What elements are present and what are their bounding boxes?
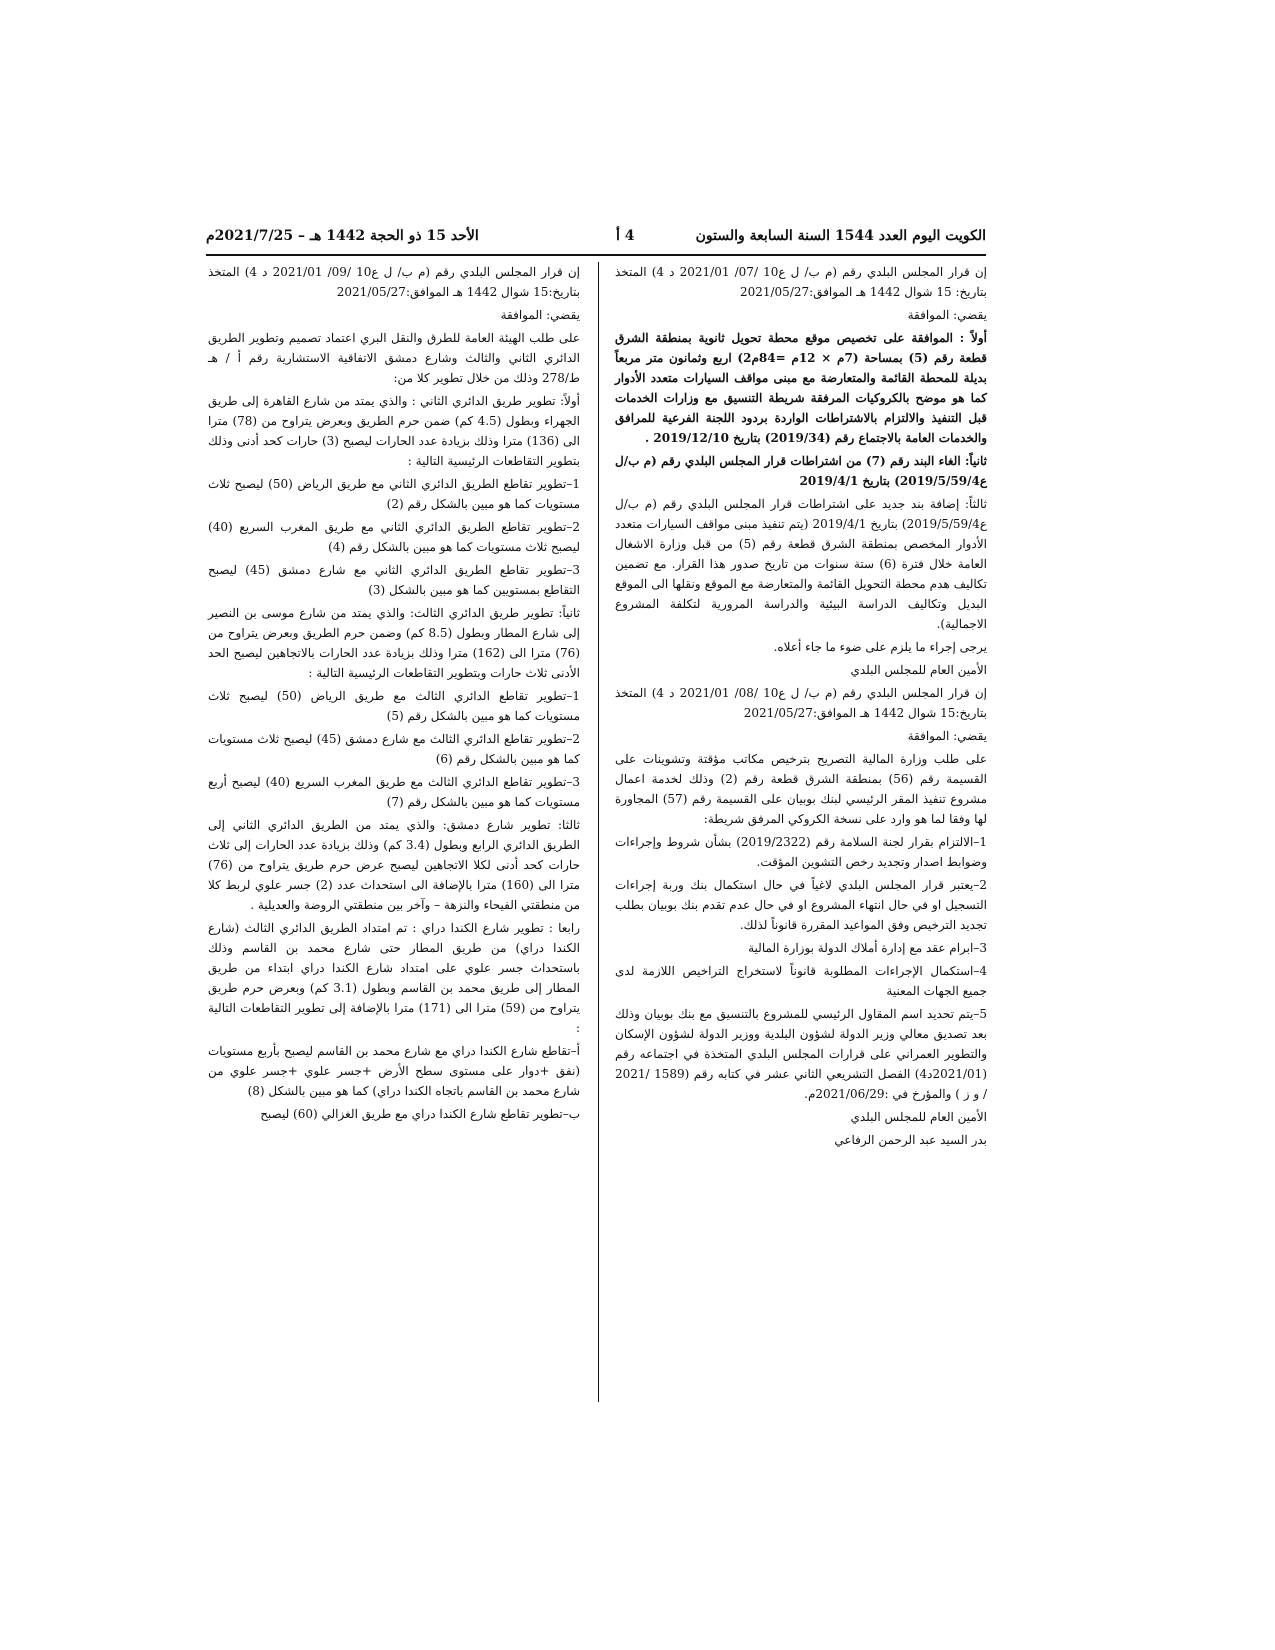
paragraph: يرجى إجراء ما يلزم على ضوء ما جاء أعلاه. [773,640,987,654]
paragraph: 3–ابرام عقد مع إدارة أملاك الدولة بوزارة المالية [748,941,987,955]
paragraph: 1–تطوير تقاطع الطريق الدائري الثاني مع طريق الرياض (50) ليصبح ثلاث مستويات كما هو مبين بالشكل رقم (2) [208,477,580,511]
header-page-number: 4 أ [616,228,635,244]
paragraph: يقضي: الموافقة [500,308,580,322]
paragraph: بدر السيد عبد الرحمن الرفاعي [834,1133,987,1147]
paragraph: الأمين العام للمجلس البلدي [850,1110,987,1124]
paragraph: ثالثاً: إضافة بند جديد على اشتراطات قرار المجلس البلدي رقم (م ب/ل ع2019/5/59/4) بتاريخ 2019/4/1 (يتم تنفيذ مبنى مواقف السيارات متعدد الأدوار المخصص بمنطقة الشرق قطعة رقم (5) من قبل وزارة الاشغال العامة خلال فترة (6) ستة سنوات من تاريخ صدور هذا القرار. مع تضمين تكاليف هدم محطة التحويل القائمة والمتعارضة مع الموقع ونقلها الى الموقع البديل وتكاليف الدراسة البيئية والدراسة المرورية لتكلفة المشروع الاجمالية). [615,497,988,631]
paragraph: إن قرار المجلس البلدي رقم (م ب/ ل ع10 /08/ 2021/01 د 4) المتخذ بتاريخ:15 شوال 1442 هـ الموافق:2021/05/27 [615,686,988,720]
paragraph: على طلب وزارة المالية التصريح بترخيص مكاتب مؤقتة وتشوينات على القسيمة رقم (56) بمنطقة الشرق قطعة رقم (2) وذلك لخدمة اعمال مشروع تنفيذ المقر الرئيسي لبنك بوبيان على القسيمة رقم (57) المجاورة لها وفقا لما هو وارد على نسخة الكروكي المرفق شريطة: [615,752,988,826]
paragraph: ثالثا: تطوير شارع دمشق: والذي يمتد من الطريق الدائري الثاني إلى الطريق الدائري الرابع وبطول (3.4 كم) وذلك بزيادة عدد الحارات إلى ثلاث حارات كحد أدنى لكلا الاتجاهين ليصبح عرض حرم طريق يتراوح من (76) مترا الى (160) مترا بالإضافة الى استحداث عدد (2) جسر علوي لربط كلا من منطقتي الفيحاء والنزهة – وآخر بين منطقتي الروضة والعديلية . [208,818,580,912]
paragraph: رابعا : تطوير شارع الكندا دراي : تم امتداد الطريق الدائري الثالث (شارع الكندا دراي) من طريق المطار حتى شارع محمد بن القاسم وذلك باستحداث جسر علوي على امتداد شارع الكندا دراي ابتداء من طريق المطار إلى طريق محمد بن القاسم وبطول (3.1 كم) وبعرض حرم طريق يتراوح من (59) مترا الى (171) مترا بالإضافة إلى تطوير التقاطعات التالية : [208,921,580,1035]
right-column [615,262,987,1153]
paragraph: إن قرار المجلس البلدي رقم (م ب/ ل ع10 /09/ 2021/01 د 4) المتخذ بتاريخ:15 شوال 1442 هـ الموافق:2021/05/27 [208,265,581,299]
paragraph: على طلب الهيئة العامة للطرق والنقل البري اعتماد تصميم وتطوير الطريق الدائري الثاني والثالث وشارع دمشق الاتفاقية الاستشارية رقم أ / هـ ط/278 وذلك من خلال تطوير كلا من: [208,331,580,385]
paragraph: 2–تطوير تقاطع الطريق الدائري الثاني مع طريق المغرب السريع (40) ليصبح ثلاث مستويات كما هو مبين بالشكل رقم (4) [208,520,580,554]
paragraph: 3–تطوير تقاطع الطريق الدائري الثاني مع شارع دمشق (45) ليصبح التقاطع بمستويين كما هو مبين بالشكل (3) [208,563,580,597]
paragraph: 3–تطوير تقاطع الدائري الثالث مع طريق المغرب السريع (40) ليصبح أربع مستويات كما هو مبين بالشكل رقم (7) [208,775,580,809]
column-divider [598,262,599,1402]
paragraph: 2–يعتبر قرار المجلس البلدي لاغياً في حال استكمال بنك وربة إجراءات التسجيل او في حال انتهاء المشروع او في حال عدم تقدم بنك بوبيان بطلب تجديد الترخيص وفق المواعيد المقررة قانوناً لذلك. [615,878,987,932]
left-column [208,262,580,1127]
paragraph: أولاً: تطوير طريق الدائري الثاني : والذي يمتد من شارع القاهرة إلى طريق الجهراء وبطول (4.5 كم) ضمن حرم الطريق وبعرض يتراوح من (78) مترا الى (136) مترا وذلك بزيادة عدد الحارات ليصبح (3) حارات كحد أدنى وذلك بتطوير التقاطعات الرئيسية التالية : [208,394,581,468]
paragraph: 1–تطوير تقاطع الدائري الثالث مع طريق الرياض (50) ليصبح ثلاث مستويات كما هو مبين بالشكل رقم (5) [208,689,580,723]
paragraph: أولاً : الموافقة على تخصيص موقع محطة تحويل ثانوية بمنطقة الشرق قطعة رقم (5) بمساحة (7م × 12م =84م2) اربع وثمانون متر مربعاً بديلة للمحطة القائمة والمتعارضة مع مبنى مواقف السيارات متعدد الأدوار كما هو موضح بالكروكيات المرفقة شريطة التنسيق مع وزارات الخدمات قبل التنفيذ والالتزام بالاشتراطات الواردة بردود اللجنة الفرعية للمرافق والخدمات العامة بالاجتماع رقم (2019/34) بتاريخ 2019/12/10 . [615,331,988,445]
paragraph: 4–استكمال الإجراءات المطلوبة قانوناً لاستخراج التراخيص اللازمة لدى جميع الجهات المعنية [615,964,987,998]
paragraph: يقضي: الموافقة [907,729,987,743]
paragraph: ب–تطوير تقاطع شارع الكندا دراي مع طريق الغزالي (60) ليصبح [260,1107,580,1121]
paragraph: 5–يتم تحديد اسم المقاول الرئيسي للمشروع بالتنسيق مع بنك بوبيان وذلك بعد تصديق معالي وزير الدولة لشؤون البلدية ووزير الدولة لشؤون الإسكان والتطوير العمراني على قرارات المجلس البلدي المتخذة في اجتماعه رقم (2021/01د4) الفصل التشريعي الثاني عشر في كتابه رقم (1589 /2021 / و ز ) والمؤرخ في :2021/06/29م. [615,1007,987,1101]
paragraph: 1–الالتزام بقرار لجنة السلامة رقم (2019/2322) بشأن شروط وإجراءات وضوابط اصدار وتجديد رخص التشوين المؤقت. [615,835,987,869]
paragraph: ثانياً: تطوير طريق الدائري الثالث: والذي يمتد من شارع موسى بن النصير إلى شارع المطار وبطول (8.5 كم) وضمن حرم الطريق وبعرض يتراوح من (76) مترا الى (162) مترا وذلك بزيادة عدد الحارات بالاتجاهين ليصبح الحد الأدنى ثلاث حارات وبتطوير التقاطعات الرئيسية التالية : [208,606,581,680]
paragraph: 2–تطوير تقاطع الدائري الثالث مع شارع دمشق (45) ليصبح ثلاث مستويات كما هو مبين بالشكل رقم (6) [208,732,580,766]
header-date: الأحد 15 ذو الحجة 1442 هـ – 2021/7/25م [206,228,479,244]
paragraph: الأمين العام للمجلس البلدي [850,663,987,677]
header-rule [206,254,986,256]
paragraph: أ–تقاطع شارع الكندا دراي مع شارع محمد بن القاسم ليصبح بأربع مستويات (نفق +دوار على مستوى سطح الأرض +جسر علوي +جسر علوي من شارع محمد بن القاسم باتجاه الكندا دراي) كما هو مبين بالشكل (8) [208,1044,580,1098]
paragraph: ثانياً: الغاء البند رقم (7) من اشتراطات قرار المجلس البلدي رقم (م ب/ل ع2019/5/59/4) بتاريخ 2019/4/1 [615,454,987,488]
paragraph: يقضي: الموافقة [907,308,987,322]
page-header [206,228,986,252]
paragraph: إن قرار المجلس البلدي رقم (م ب/ ل ع10 /07/ 2021/01 د 4) المتخذ بتاريخ: 15 شوال 1442 هـ الموافق:2021/05/27 [615,265,988,299]
header-publication: الكويت اليوم العدد 1544 السنة السابعة والستون [695,228,986,244]
